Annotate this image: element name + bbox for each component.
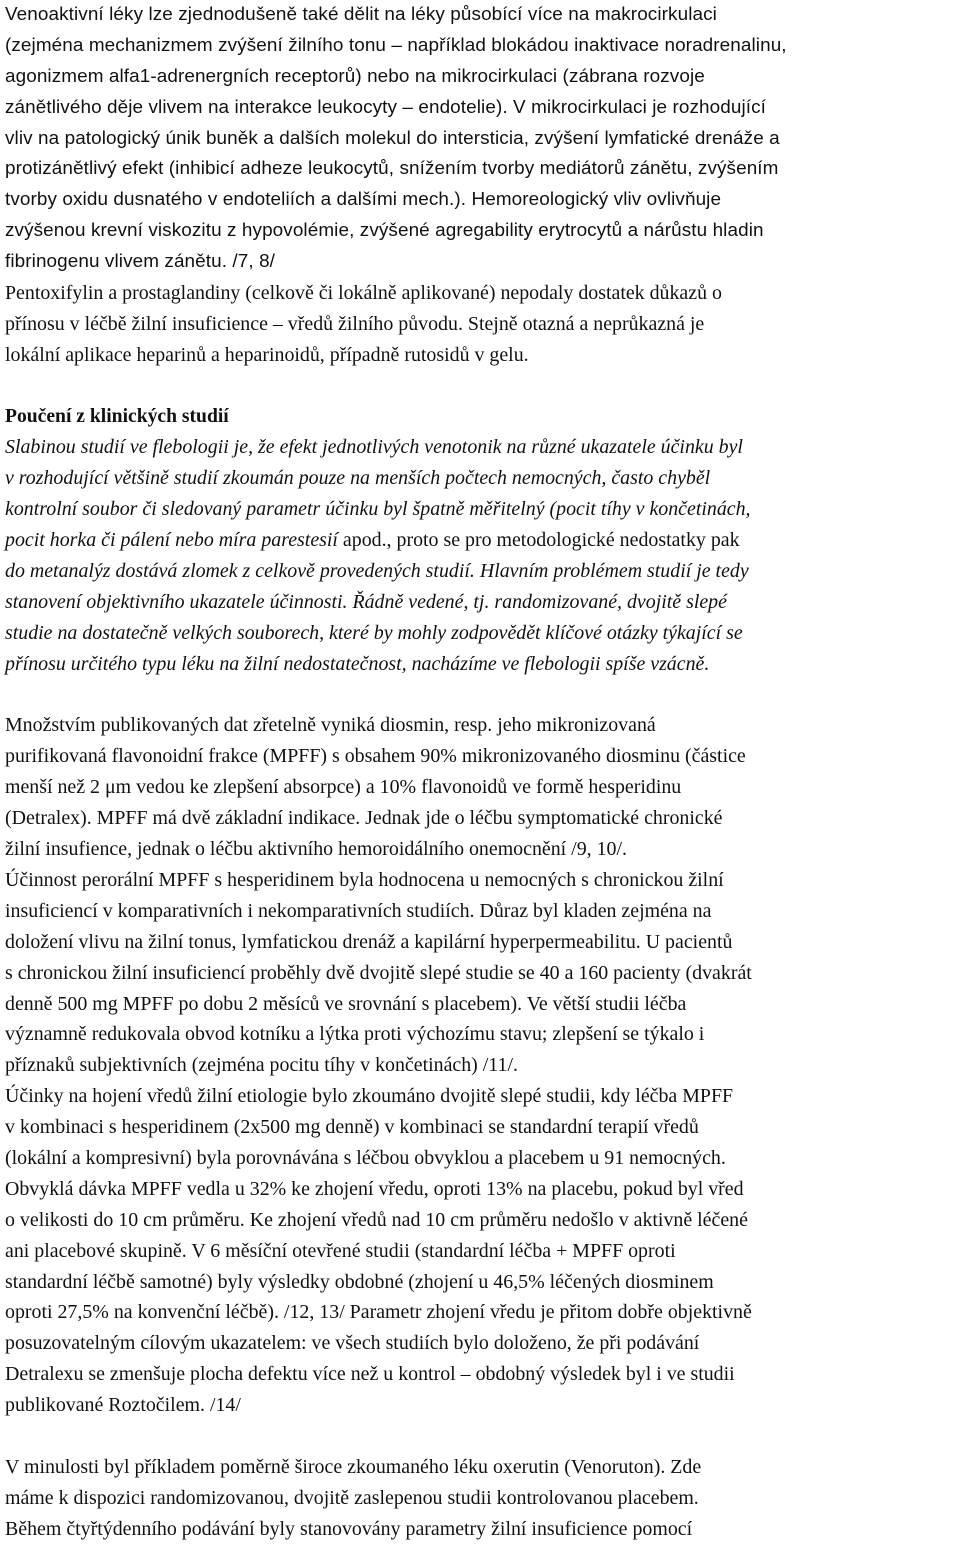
text-line: Pentoxifylin a prostaglandiny (celkově či lokálně aplikované) nepodaly dostatek důkazů o [5, 282, 722, 305]
text-line: (zejména mechanizmem zvýšení žilního tonu – například blokádou inaktivace noradrenalinu, [5, 34, 787, 56]
paragraph-clinical-studies [5, 432, 957, 679]
text-line: Během čtyřtýdenního podávání byly stanovovány parametry žilní insuficience pomocí [5, 1517, 693, 1540]
text-line [5, 649, 957, 680]
text-line: posuzovatelným cílovým ukazatelem: ve všech studiích bylo doloženo, že při podávání [5, 1332, 700, 1355]
text-line: Obvyklá dávka MPFF vedla u 32% ke zhojení vředu, oproti 13% na placebu, pokud byl vřed [5, 1177, 744, 1200]
text-line: Detralexu se zmenšuje plocha defektu více než u kontrol – obdobný výsledek byl i ve studii [5, 1363, 735, 1386]
document-page [5, 0, 957, 1545]
text-line: protizánětlivý efekt (inhibicí adheze leukocytů, snížením tvorby mediátorů zánětu, zvýšením [5, 158, 779, 180]
paragraph-gap [5, 680, 957, 711]
paragraph-oxerutin [5, 1452, 957, 1545]
paragraph-diosmin-mpff [5, 710, 957, 1420]
text-line: insuficiencí v komparativních i nekomparativních studiích. Důraz byl kladen zejména na [5, 899, 712, 922]
text-line [5, 494, 957, 525]
text-line: významně redukovala obvod kotníku a lýtka proti výchozímu stavu; zlepšení se týkalo i [5, 1023, 705, 1046]
text-line: oproti 27,5% na konvenční léčbě). /12, 13/ Parametr zhojení vředu je přitom dobře objektivně [5, 1301, 752, 1324]
text-line [5, 432, 957, 463]
text-line: fibrinogenu vlivem zánětu. /7, 8/ [5, 251, 276, 273]
text-line: Venoaktivní léky lze zjednodušeně také dělit na léky působící více na makrocirkulaci [5, 4, 717, 25]
text-line: publikované Roztočilem. /14/ [5, 1394, 241, 1417]
section-heading: Poučení z klinických studií [5, 405, 229, 427]
text-line: menší než 2 μm vedou ke zlepšení absorpce) a 10% flavonoidů ve formě hesperidinu [5, 776, 682, 799]
italic-segment: pocit horka či pálení nebo míra parestesií [5, 529, 343, 552]
paragraph-venoactive-drugs [5, 0, 957, 278]
text-line [5, 556, 957, 587]
text-line: doložení vlivu na žilní tonus, lymfatickou drenáž a kapilární hyperpermeabilitu. U pacientů [5, 930, 733, 953]
text-line: příznaků subjektivních (zejména pocitu tíhy v končetinách) /11/. [5, 1054, 518, 1077]
text-line: (lokální a kompresivní) byla porovnávána s léčbou obvyklou a placebem u 91 nemocných. [5, 1146, 726, 1169]
text-line: denně 500 mg MPFF po dobu 2 měsíců ve srovnání s placebem). Ve větší studii léčba [5, 992, 687, 1015]
text-line [5, 587, 957, 618]
italic-segment: stanovení objektivního ukazatele účinnosti. Řádně vedené, tj. randomizované, dvojitě slepé [5, 590, 727, 613]
italic-segment: kontrolní soubor či sledovaný parametr účinku byl špatně měřitelný (pocit tíhy v končetinách, [5, 498, 751, 521]
text-line: purifikovaná flavonoidní frakce (MPFF) s obsahem 90% mikronizovaného diosminu (částice [5, 745, 746, 768]
text-line: v kombinaci s hesperidinem (2x500 mg denně) v kombinaci se standardní terapií vředů [5, 1116, 699, 1139]
text-line: vliv na patologický únik buněk a dalších molekul do intersticia, zvýšení lymfatické drenáže a [5, 127, 780, 149]
text-line: přínosu v léčbě žilní insuficience – vředů žilního původu. Stejně otazná a neprůkazná je [5, 312, 705, 335]
text-line: o velikosti do 10 cm průměru. Ke zhojení vředů nad 10 cm průměru nedošlo v aktivně léčené [5, 1208, 748, 1231]
text-line [5, 618, 957, 649]
text-line: V minulosti byl příkladem poměrně široce zkoumaného léku oxerutin (Venoruton). Zde [5, 1455, 702, 1478]
paragraph-gap [5, 371, 957, 402]
paragraph-gap [5, 1421, 957, 1452]
text-line: s chronickou žilní insuficiencí proběhly dvě dvojitě slepé studie se 40 a 160 pacienty (dvakrát [5, 961, 752, 984]
text-line: Účinky na hojení vředů žilní etiologie bylo zkoumáno dvojitě slepé studii, kdy léčba MPFF [5, 1085, 734, 1108]
text-line: máme k dispozici randomizovanou, dvojitě zaslepenou studii kontrolovanou placebem. [5, 1486, 699, 1509]
normal-segment: apod., proto se pro metodologické nedostatky pak [342, 529, 740, 552]
text-line [5, 463, 957, 494]
text-line: (Detralex). MPFF má dvě základní indikace. Jednak jde o léčbu symptomatické chronické [5, 807, 723, 830]
italic-segment: do metanalýz dostává zlomek z celkově provedených studií. Hlavním problémem studií je tedy [5, 560, 749, 583]
text-line: Účinnost perorální MPFF s hesperidinem byla hodnocena u nemocných s chronickou žilní [5, 868, 724, 891]
text-line: lokální aplikace heparinů a heparinoidů, případně rutosidů v gelu. [5, 343, 529, 366]
text-line: agonizmem alfa1-adrenergních receptorů) nebo na mikrocirkulaci (zábrana rozvoje [5, 65, 705, 87]
paragraph-pentoxifylline [5, 278, 957, 371]
italic-segment: v rozhodující většině studií zkoumán pouze na menších počtech nemocných, často chyběl [5, 467, 711, 490]
text-line: tvorby oxidu dusnatého v endoteliích a dalšími mech.). Hemoreologický vliv ovlivňuje [5, 189, 722, 211]
text-line: standardní léčbě samotné) byly výsledky obdobné (zhojení u 46,5% léčených diosminem [5, 1270, 714, 1293]
text-line: zánětlivého děje vlivem na interakce leukocyty – endotelie). V mikrocirkulaci je rozhodující [5, 96, 766, 118]
text-line [5, 525, 957, 556]
text-line: žilní insufience, jednak o léčbu aktivního hemoroidálního onemocnění /9, 10/. [5, 838, 627, 861]
italic-segment: Slabinou studií ve flebologii je, že efekt jednotlivých venotonik na různé ukazatele účinku byl [5, 436, 743, 459]
italic-segment: přínosu určitého typu léku na žilní nedostatečnost, nacházíme ve flebologii spíše vzácně. [5, 652, 710, 675]
text-line: ani placebové skupině. V 6 měsíční otevřené studii (standardní léčba + MPFF oproti [5, 1239, 676, 1262]
italic-segment: studie na dostatečně velkých souborech, které by mohly zodpovědět klíčové otázky týkající se [5, 621, 743, 644]
text-line: zvýšenou krevní viskozitu z hypovolémie, zvýšené agregability erytrocytů a nárůstu hladin [5, 220, 764, 242]
text-line: Množstvím publikovaných dat zřetelně vyniká diosmin, resp. jeho mikronizovaná [5, 714, 656, 737]
